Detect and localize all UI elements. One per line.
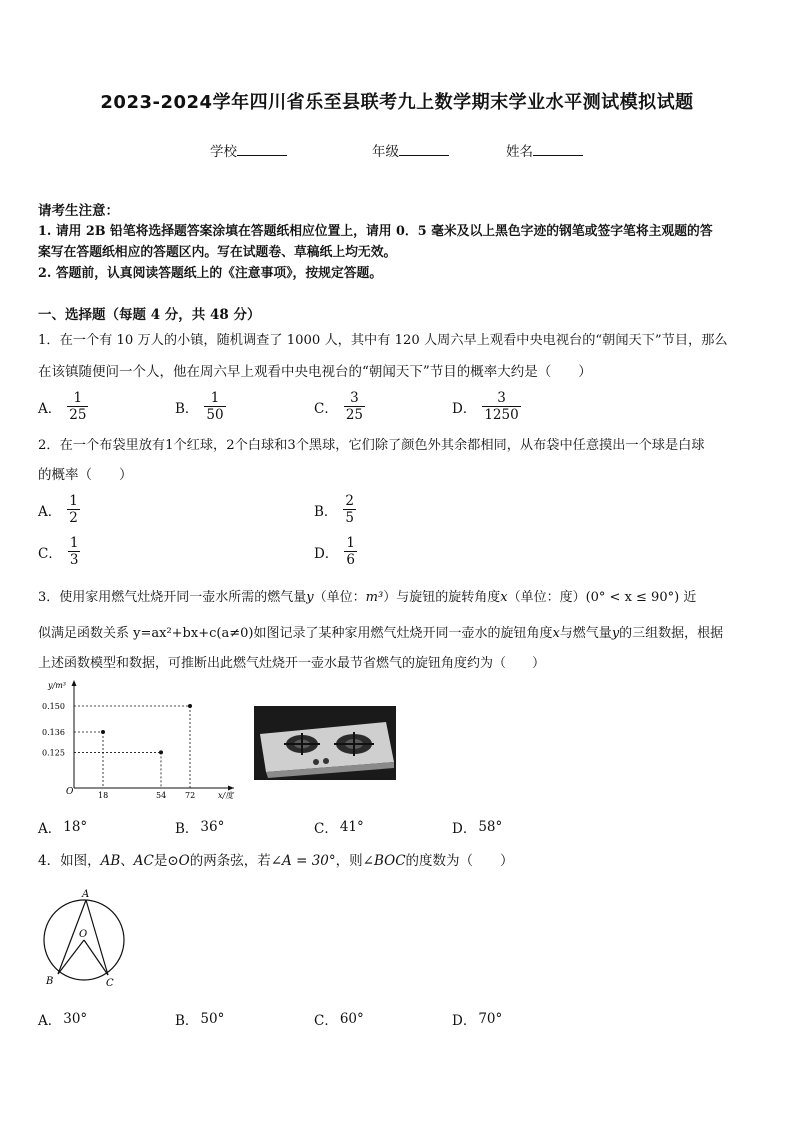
option-label: B． [314, 503, 338, 520]
fraction [68, 535, 81, 568]
q4-text-part: 的两条弦，若 [189, 853, 271, 869]
range: 0° < x ≤ 90° [590, 590, 675, 605]
fraction [67, 390, 88, 423]
numerator: 1 [69, 535, 79, 551]
option-label: D． [452, 400, 477, 417]
q3-text: 3．使用家用燃气灶烧开同一壶水所需的燃气量 [38, 590, 307, 605]
fraction [67, 493, 80, 526]
option-label: A． [38, 400, 62, 417]
q2-option-d[interactable] [314, 535, 357, 568]
grade-field[interactable] [372, 140, 449, 160]
chord-ac: AC [133, 853, 154, 869]
q1-text-line1: 1．在一个有 10 万人的小镇，随机调查了 1000 人，其中有 120 人周六早上观看中央电视台的“朝闻天下”节目，那么 [38, 333, 728, 348]
numerator: 1 [69, 493, 78, 509]
q1-option-c[interactable] [314, 390, 365, 423]
q3-text-line1 [38, 588, 760, 608]
option-value: 58° [478, 819, 503, 835]
data-marks [42, 702, 195, 800]
option-value: 41° [339, 819, 364, 835]
q3-text: 似满足函数关系 y=ax²+bx+c(a≠0)如图记录了某种家用燃气灶烧开同一壶水的旋钮角度 [38, 626, 553, 641]
denominator: 25 [345, 407, 364, 423]
q4-text-part: 、 [120, 853, 134, 869]
q4-text-part: 的度数为（ ） [405, 853, 514, 869]
denominator: 25 [69, 407, 87, 423]
q4-option-b[interactable] [175, 1009, 224, 1029]
option-label: D． [452, 1013, 477, 1029]
knob-left [313, 759, 319, 765]
q4-circle-figure [36, 886, 132, 990]
radius-oc [84, 940, 108, 975]
denominator: 1250 [484, 407, 519, 423]
q3-text: 的三组数据，根据 [619, 626, 724, 641]
fraction [343, 493, 356, 526]
knob-right [323, 758, 329, 764]
option-label: D． [314, 545, 339, 562]
option-value: 70° [478, 1011, 503, 1027]
var-x: x [552, 626, 560, 641]
x-tick-label: 72 [185, 791, 196, 800]
q3-text: ) 近 [674, 590, 697, 605]
point-o-label: O [79, 929, 88, 940]
option-value: 30° [63, 1011, 88, 1027]
q3-text: ）与旋钮的旋转角度 [383, 590, 501, 605]
q4-text [38, 851, 760, 871]
section-heading: 一、选择题（每题 4 分，共 48 分） [38, 307, 261, 323]
point-a-label: A [82, 889, 90, 900]
circle-o: ⊙O [167, 853, 190, 869]
q2-text-line1: 2．在一个布袋里放有1个红球，2个白球和3个黑球，它们除了颜色外其余都相同，从布袋中任意摸出一个球是白球 [38, 438, 705, 453]
denominator: 50 [206, 407, 224, 423]
numerator: 1 [346, 535, 355, 551]
gas-stove-image [254, 706, 396, 780]
option-label: C． [314, 400, 338, 417]
denominator: 5 [345, 510, 355, 526]
q4-option-d[interactable] [452, 1009, 502, 1029]
chord-ac-line [86, 900, 108, 975]
chord-ab: AB [100, 853, 121, 869]
q3-text: （单位：度）( [507, 590, 591, 605]
option-label: C． [314, 821, 338, 837]
name-field[interactable] [506, 140, 583, 160]
y-axis-label: y/m³ [48, 681, 67, 690]
option-label: B． [175, 821, 199, 837]
q1-option-b[interactable] [175, 390, 226, 423]
option-label: D． [452, 821, 477, 837]
y-tick-label: 0.150 [42, 702, 65, 711]
option-label: B． [175, 1013, 199, 1029]
option-value: 50° [200, 1011, 225, 1027]
q3-graph [38, 676, 238, 802]
q3-option-d[interactable] [452, 817, 502, 837]
school-field[interactable] [210, 140, 287, 160]
q3-option-c[interactable] [314, 817, 364, 837]
notice-item-1a: 1. 请用 2B 铅笔将选择题答案涂填在答题纸相应位置上，请用 0．5 毫米及以上黑色字迹的钢笔或签字笔将主观题的答 [38, 224, 713, 239]
y-axis-arrow [72, 680, 77, 686]
data-point [188, 704, 192, 708]
q2-text-line2: 的概率（ ） [38, 467, 133, 483]
denominator: 6 [346, 552, 355, 568]
fraction [344, 390, 365, 423]
data-point [101, 730, 105, 734]
x-axis-label: x/度 [218, 791, 234, 800]
notice-heading: 请考生注意： [38, 203, 119, 219]
school-label: 学校 [210, 144, 237, 160]
notice-item-1b: 案写在答题纸相应的答题区内。写在试题卷、草稿纸上均无效。 [38, 245, 397, 260]
q2-option-a[interactable] [38, 493, 80, 526]
numerator: 3 [497, 390, 506, 406]
option-value: 60° [339, 1011, 364, 1027]
name-label: 姓名 [506, 144, 533, 160]
var-y: y [611, 626, 620, 641]
numerator: 1 [210, 390, 220, 406]
notice-item-2: 2. 答题前，认真阅读答题纸上的《注意事项》，按规定答题。 [38, 266, 383, 281]
unit: m³ [365, 590, 384, 605]
option-label: A． [38, 503, 62, 520]
q3-text: （单位： [313, 590, 366, 605]
q3-text: 与燃气量 [559, 626, 612, 641]
q3-text-line3: 上述函数模型和数据，可推断出此燃气灶烧开一壶水最节省燃气的旋钮角度约为（ ） [38, 656, 546, 671]
q1-option-a[interactable] [38, 390, 88, 423]
option-label: C． [314, 1013, 338, 1029]
q1-text-line2: 在该镇随便问一个人，他在周六早上观看中央电视台的“朝闻天下”节目的概率大约是（ ） [38, 364, 592, 380]
x-tick-label: 18 [98, 791, 109, 800]
option-label: A． [38, 1013, 62, 1029]
q4-option-c[interactable] [314, 1009, 364, 1029]
option-value: 36° [200, 819, 225, 835]
angle-boc: ∠BOC [362, 853, 406, 869]
option-value: 18° [63, 819, 88, 835]
fraction [344, 535, 357, 568]
q1-option-d[interactable] [452, 390, 521, 423]
q4-text-part: 是 [153, 853, 168, 869]
q4-text-part: ，则 [335, 853, 363, 869]
numerator: 1 [73, 390, 83, 406]
y-tick-label: 0.136 [42, 728, 65, 737]
fraction [482, 390, 520, 423]
point-c-label: C [106, 978, 114, 989]
q2-option-c[interactable] [38, 535, 80, 568]
option-label: A． [38, 821, 62, 837]
x-tick-label: 54 [156, 791, 167, 800]
point-b-label: B [46, 976, 54, 987]
grade-label: 年级 [372, 144, 399, 160]
radius-ob [58, 940, 84, 974]
q2-option-b[interactable] [314, 493, 356, 526]
q3-text-line2 [38, 624, 760, 644]
q4-option-a[interactable] [38, 1009, 87, 1029]
numerator: 2 [345, 493, 355, 509]
fraction [204, 390, 225, 423]
origin-label: O [66, 787, 74, 797]
option-label: B． [175, 400, 199, 417]
data-point [159, 750, 163, 754]
denominator: 2 [69, 510, 78, 526]
q3-option-b[interactable] [175, 817, 224, 837]
denominator: 3 [69, 552, 79, 568]
q4-text-part: 4．如图， [38, 853, 101, 869]
option-label: C． [38, 545, 62, 562]
var-y: y [306, 590, 314, 605]
numerator: 3 [350, 390, 359, 406]
y-tick-label: 0.125 [42, 748, 65, 758]
q3-option-a[interactable] [38, 817, 87, 837]
page-title: 2023-2024学年四川省乐至县联考九上数学期末学业水平测试模拟试题 [100, 92, 694, 113]
var-x: x [500, 590, 508, 605]
x-axis-arrow [228, 786, 234, 791]
angle-a: ∠A = 30° [270, 853, 336, 869]
